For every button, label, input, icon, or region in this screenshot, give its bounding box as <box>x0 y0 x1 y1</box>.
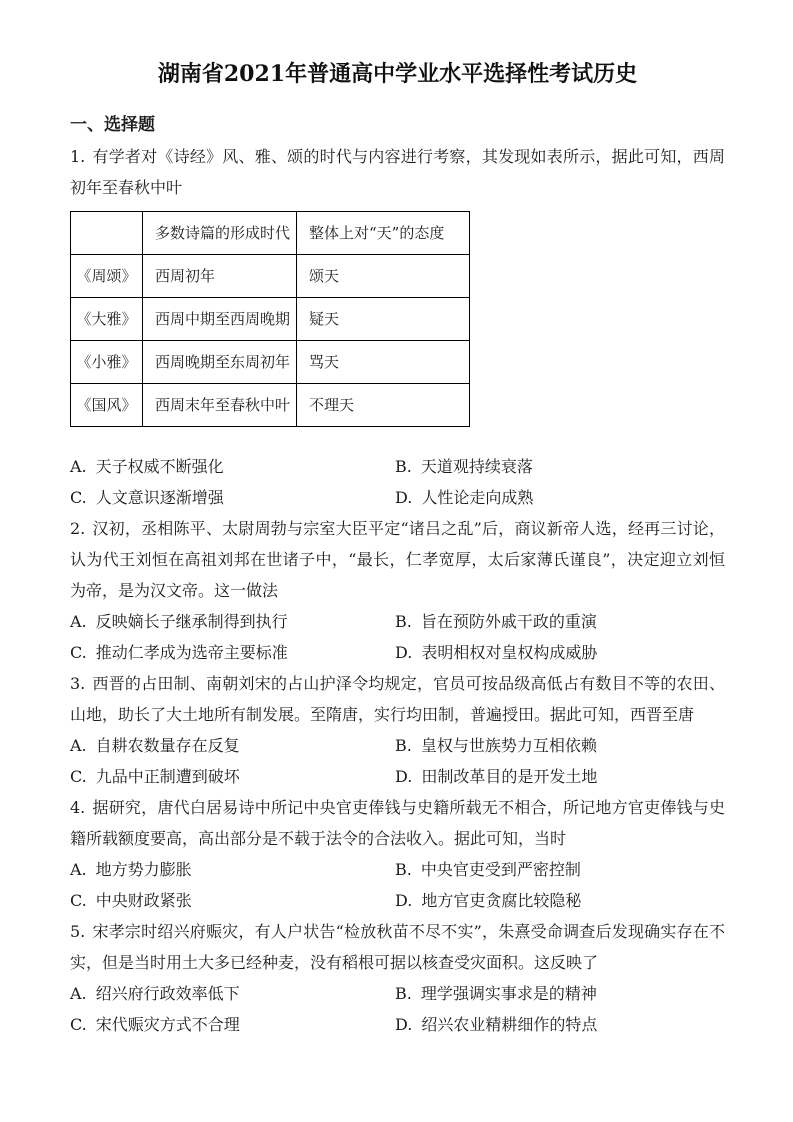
options-grid <box>70 451 725 513</box>
option <box>70 482 395 513</box>
option <box>395 978 725 1009</box>
table-cell: 颂天 <box>297 255 470 298</box>
option-text: 人文意识逐渐增强 <box>95 488 224 507</box>
option-text: 九品中正制遭到破坏 <box>95 767 240 786</box>
shijing-attitude-table <box>70 211 470 427</box>
options-grid <box>70 606 725 668</box>
option-label: B. <box>395 736 412 755</box>
option-label: A. <box>70 860 87 879</box>
option-label: C. <box>70 488 87 507</box>
option-label: C. <box>70 643 87 662</box>
question-body: 汉初，丞相陈平、太尉周勃与宗室大臣平定“诸吕之乱”后，商议新帝人选，经再三讨论，认为代王刘恒在高祖刘邦在世诸子中，“最长，仁孝宽厚，太后家薄氏谨良”，决定迎立刘恒为帝，是为汉文帝。这一做法 <box>70 519 725 600</box>
option-label: B. <box>395 860 412 879</box>
table-cell: 西周中期至西周晚期 <box>143 298 297 341</box>
option-text: 地方势力膨胀 <box>95 860 192 879</box>
question-text <box>70 792 725 854</box>
table-row <box>71 384 470 427</box>
option-text: 绍兴农业精耕细作的特点 <box>421 1015 598 1034</box>
option-text: 天子权威不断强化 <box>95 457 224 476</box>
question-number: 3. <box>70 674 86 693</box>
option <box>395 1009 725 1040</box>
option-text: 地方官吏贪腐比较隐秘 <box>421 891 582 910</box>
table-cell: 多数诗篇的形成时代 <box>143 212 297 255</box>
question-2 <box>70 513 725 668</box>
question-5 <box>70 916 725 1040</box>
section-heading: 一、选择题 <box>70 115 155 135</box>
question-4 <box>70 792 725 916</box>
option-label: D. <box>395 488 413 507</box>
option-label: A. <box>70 984 87 1003</box>
table-cell: 《周颂》 <box>71 255 143 298</box>
option <box>395 451 725 482</box>
option <box>70 730 395 761</box>
option <box>70 451 395 482</box>
option-label: B. <box>395 984 412 1003</box>
option <box>395 885 725 916</box>
option-label: A. <box>70 612 87 631</box>
option <box>395 637 725 668</box>
option-label: B. <box>395 457 412 476</box>
table-cell: 《国风》 <box>71 384 143 427</box>
option <box>70 606 395 637</box>
question-body: 西晋的占田制、南朝刘宋的占山护泽令均规定，官员可按品级高低占有数目不等的农田、山地，助长了大土地所有制发展。至隋唐，实行均田制，普遍授田。据此可知，西晋至唐 <box>70 674 725 724</box>
option <box>395 730 725 761</box>
table-cell: 西周末年至春秋中叶 <box>143 384 297 427</box>
question-3 <box>70 668 725 792</box>
table-row <box>71 341 470 384</box>
question-number: 5. <box>70 922 86 941</box>
option-text: 中央官吏受到严密控制 <box>420 860 581 879</box>
option-label: D. <box>395 1015 413 1034</box>
option <box>395 482 725 513</box>
option-label: C. <box>70 1015 87 1034</box>
option-text: 宋代赈灾方式不合理 <box>95 1015 240 1034</box>
table-cell: 《小雅》 <box>71 341 143 384</box>
question-text <box>70 668 725 730</box>
option <box>70 1009 395 1040</box>
option <box>70 885 395 916</box>
question-1 <box>70 141 725 513</box>
option-text: 反映嫡长子继承制得到执行 <box>95 612 288 631</box>
option-text: 绍兴府行政效率低下 <box>95 984 240 1003</box>
option <box>70 854 395 885</box>
table-row <box>71 298 470 341</box>
table-cell: 整体上对“天”的态度 <box>297 212 470 255</box>
table-cell: 不理天 <box>297 384 470 427</box>
option-text: 中央财政紧张 <box>95 891 192 910</box>
option-text: 推动仁孝成为选帝主要标准 <box>95 643 288 662</box>
option-text: 天道观持续衰落 <box>420 457 533 476</box>
option-label: D. <box>395 643 413 662</box>
question-text <box>70 141 725 203</box>
question-body: 有学者对《诗经》风、雅、颂的时代与内容进行考察，其发现如表所示，据此可知，西周初年至春秋中叶 <box>70 147 725 197</box>
options-grid <box>70 854 725 916</box>
option <box>395 606 725 637</box>
option-label: C. <box>70 891 87 910</box>
table-cell <box>71 212 143 255</box>
table-cell: 西周初年 <box>143 255 297 298</box>
question-body: 宋孝宗时绍兴府赈灾，有人户状告“检放秋苗不尽不实”，朱熹受命调查后发现确实存在不实，但是当时用土大多已经种麦，没有稻根可据以核查受灾面积。这反映了 <box>70 922 725 972</box>
option-text: 自耕农数量存在反复 <box>95 736 240 755</box>
option <box>70 761 395 792</box>
options-grid <box>70 730 725 792</box>
question-body: 据研究，唐代白居易诗中所记中央官吏俸钱与史籍所载无不相合，所记地方官吏俸钱与史籍所载额度要高，高出部分是不载于法令的合法收入。据此可知，当时 <box>70 798 725 848</box>
question-text <box>70 513 725 606</box>
table-header-row <box>71 212 470 255</box>
question-number: 4. <box>70 798 86 817</box>
option-text: 人性论走向成熟 <box>421 488 534 507</box>
question-number: 2. <box>70 519 86 538</box>
table-cell: 西周晚期至东周初年 <box>143 341 297 384</box>
table-cell: 疑天 <box>297 298 470 341</box>
question-text <box>70 916 725 978</box>
question-number: 1. <box>70 147 86 166</box>
options-grid <box>70 978 725 1040</box>
option <box>395 854 725 885</box>
option-text: 皇权与世族势力互相依赖 <box>420 736 597 755</box>
table-cell: 骂天 <box>297 341 470 384</box>
table-row <box>71 255 470 298</box>
option-label: D. <box>395 767 413 786</box>
option-text: 田制改革目的是开发土地 <box>421 767 598 786</box>
option-text: 旨在预防外戚干政的重演 <box>420 612 597 631</box>
page-title: 湖南省2021年普通高中学业水平选择性考试历史 <box>157 61 638 87</box>
table-cell: 《大雅》 <box>71 298 143 341</box>
option <box>70 637 395 668</box>
option-text: 表明相权对皇权构成威胁 <box>421 643 598 662</box>
option-label: B. <box>395 612 412 631</box>
option-label: D. <box>395 891 413 910</box>
option-label: A. <box>70 457 87 476</box>
option <box>395 761 725 792</box>
option-label: A. <box>70 736 87 755</box>
option-label: C. <box>70 767 87 786</box>
option-text: 理学强调实事求是的精神 <box>420 984 597 1003</box>
option <box>70 978 395 1009</box>
